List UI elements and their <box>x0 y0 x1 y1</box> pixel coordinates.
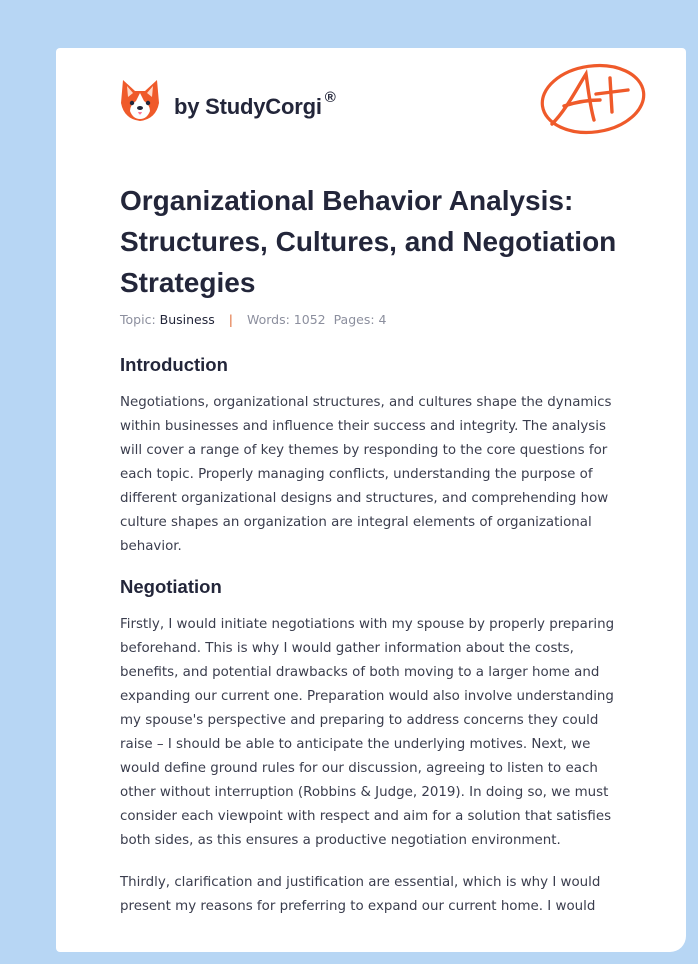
document-meta <box>120 312 387 327</box>
section-heading-introduction: Introduction <box>120 354 228 375</box>
topic-link[interactable]: Business <box>159 312 215 327</box>
brand-name: by StudyCorgi ® <box>174 88 336 119</box>
paragraph: Negotiations, organizational structures, and cultures shape the dynamics within businesses and influence their success and integrity. The analysis will cover a range of key themes by responding to the core questions for each topic. Properly managing conflicts, understanding the purpose of different organizational designs and structures, and comprehending how culture shapes an organization are integral elements of organizational behavior. <box>120 395 612 554</box>
corgi-icon <box>120 77 160 123</box>
studycorgi-logo[interactable] <box>120 76 336 124</box>
words-label: Words: <box>246 312 290 327</box>
document-title: Organizational Behavior Analysis: Structures, Cultures, and Negotiation Strategies <box>120 185 617 298</box>
section-heading-negotiation: Negotiation <box>120 576 222 597</box>
paragraph: Thirdly, clarification and justification are essential, which is why I would present my reasons for preferring to expand our current home. I would <box>120 875 601 914</box>
meta-separator: | <box>228 312 233 327</box>
registered-mark: ® <box>324 88 336 106</box>
document-page <box>56 48 686 952</box>
pages-label: Pages: <box>333 312 375 327</box>
a-plus-grade-icon <box>536 60 652 142</box>
paragraph: Firstly, I would initiate negotiations with my spouse by properly preparing beforehand. This is why I would gather information about the costs, benefits, and potential drawbacks of both moving to a larger home and expanding our current one. Preparation would also involve understanding my spouse's perspective and preparing to address concerns they could raise – I should be able to anticipate the underlying motives. Next, we would define ground rules for our discussion, agreeing to listen to each other without interruption (Robbins & Judge, 2019). In doing so, we must consider each viewpoint with respect and aim for a solution that satisfies both sides, as this ensures a productive negotiation environment. <box>120 617 615 848</box>
words-count: 1052 <box>293 312 326 327</box>
topic-label: Topic: <box>120 312 156 327</box>
pages-count: 4 <box>378 312 387 327</box>
